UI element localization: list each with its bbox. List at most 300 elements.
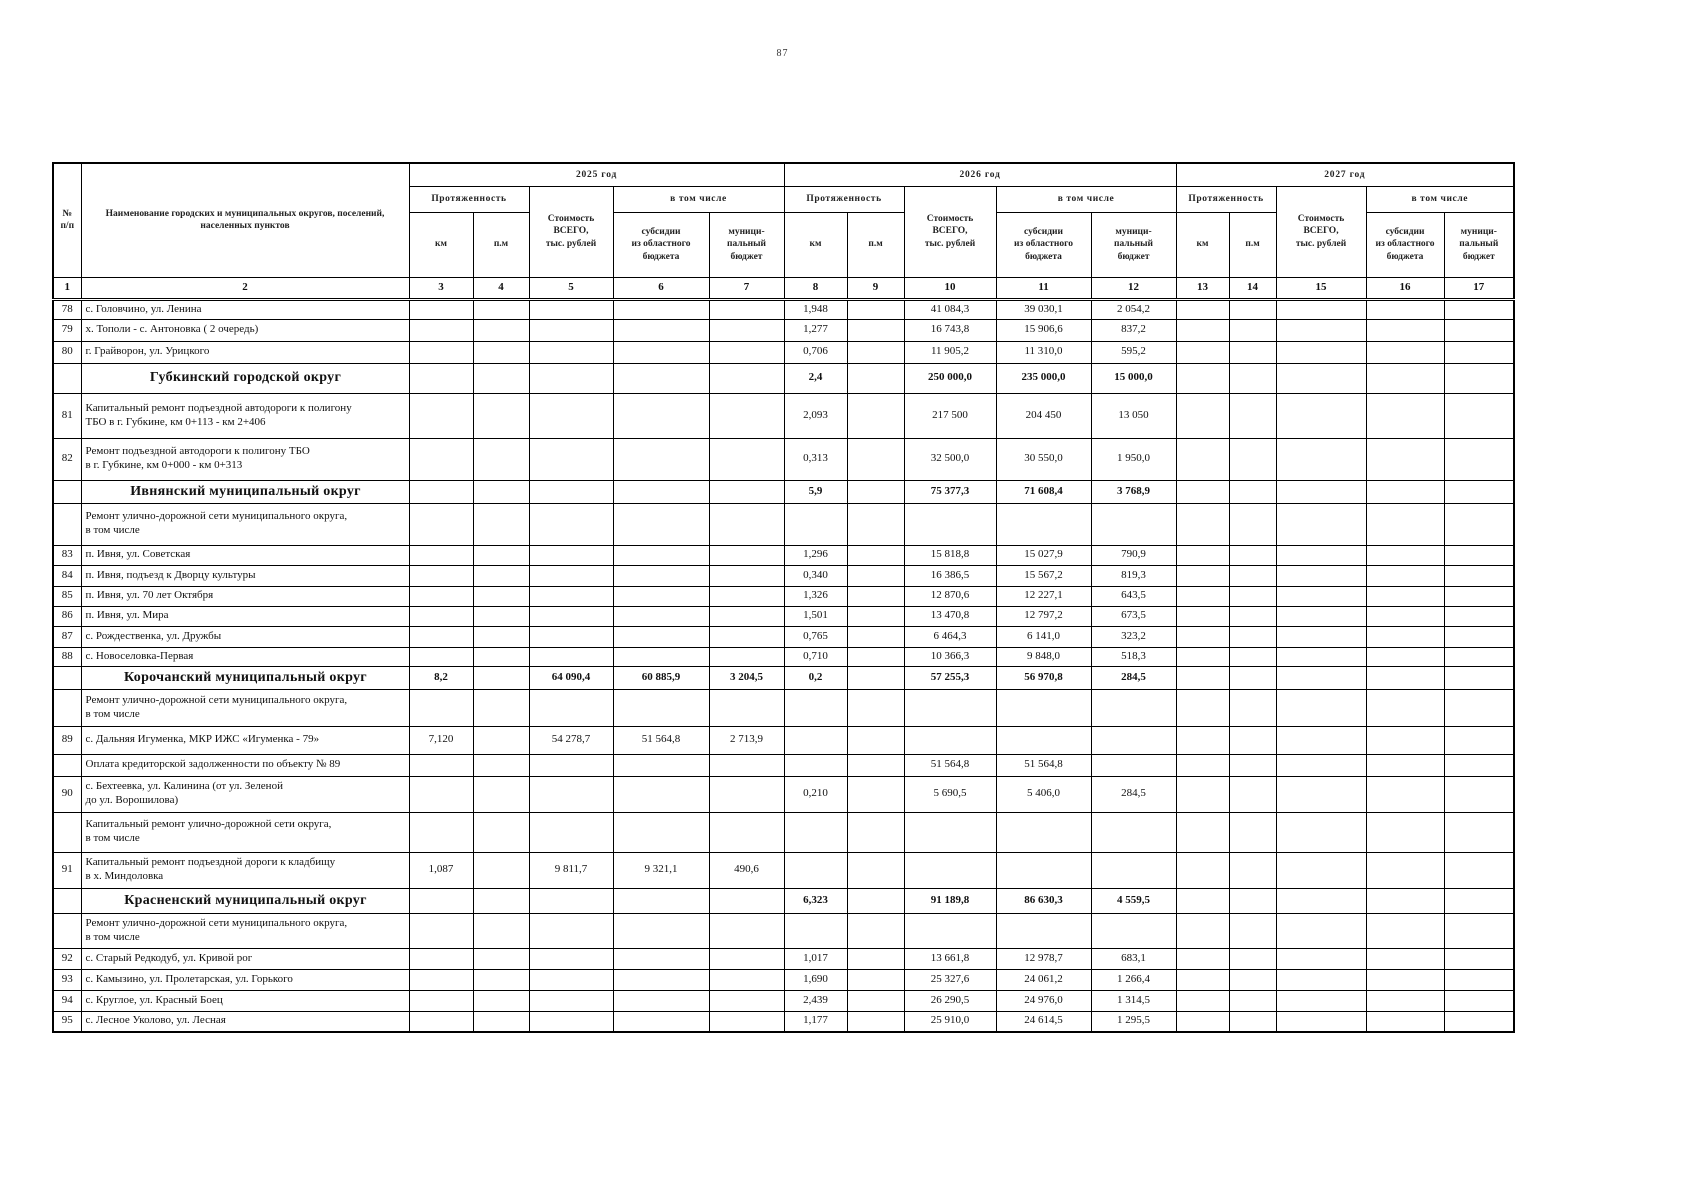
- cost-total-2025: [529, 647, 613, 666]
- subsection-row: [53, 503, 1514, 545]
- cost-total-2027: [1276, 812, 1366, 852]
- length-pm-2026: [847, 438, 904, 480]
- length-pm-2027: [1229, 586, 1276, 606]
- length-pm-2025: [473, 319, 529, 341]
- subsidy-regional-2027: [1366, 503, 1444, 545]
- subsidy-regional-2025: [613, 647, 709, 666]
- year-header-2025: 2025 год: [409, 163, 784, 186]
- cost-total-2025: [529, 990, 613, 1011]
- length-km-2027: [1176, 990, 1229, 1011]
- cost-total-2027: [1276, 726, 1366, 754]
- budget-municipal-2025: [709, 341, 784, 363]
- length-pm-2025: [473, 626, 529, 647]
- municipal-header-2027: муници- пальный бюджет: [1444, 212, 1514, 277]
- cost-total-2026: 11 905,2: [904, 341, 996, 363]
- cost-total-2025: 9 811,7: [529, 852, 613, 888]
- subsidy-regional-2025: [613, 545, 709, 565]
- subsidy-regional-2026: [996, 503, 1091, 545]
- settlement-name: п. Ивня, ул. Советская: [81, 545, 409, 565]
- subsection-row: [53, 913, 1514, 948]
- settlement-name: х. Тополи - с. Антоновка ( 2 очередь): [81, 319, 409, 341]
- budget-municipal-2026: 1 950,0: [1091, 438, 1176, 480]
- subsidy-regional-2025: [613, 990, 709, 1011]
- subsidy-regional-2026: 24 061,2: [996, 969, 1091, 990]
- length-pm-2026: [847, 888, 904, 913]
- column-number: 16: [1366, 277, 1444, 299]
- row-number: [53, 754, 81, 776]
- cost-total-2025: [529, 1011, 613, 1032]
- cost-total-2027: [1276, 969, 1366, 990]
- length-km-2026: [784, 754, 847, 776]
- length-km-2026: 0,706: [784, 341, 847, 363]
- settlement-name: Ремонт улично-дорожной сети муниципального округа, в том числе: [81, 689, 409, 726]
- budget-municipal-2026: [1091, 852, 1176, 888]
- budget-municipal-2026: [1091, 913, 1176, 948]
- length-pm-2025: [473, 726, 529, 754]
- subsidy-regional-2025: [613, 438, 709, 480]
- row-number: 89: [53, 726, 81, 754]
- budget-municipal-2025: [709, 606, 784, 626]
- settlement-name: Ивнянский муниципальный округ: [81, 480, 409, 503]
- length-km-2025: [409, 990, 473, 1011]
- length-pm-2027: [1229, 647, 1276, 666]
- budget-municipal-2026: 284,5: [1091, 776, 1176, 812]
- length-pm-2026: [847, 341, 904, 363]
- budget-municipal-2026: [1091, 812, 1176, 852]
- length-km-2027: [1176, 503, 1229, 545]
- budget-municipal-2025: [709, 626, 784, 647]
- year-header-2027: 2027 год: [1176, 163, 1514, 186]
- budget-municipal-2027: [1444, 319, 1514, 341]
- budget-municipal-2026: 673,5: [1091, 606, 1176, 626]
- subsidy-regional-2027: [1366, 606, 1444, 626]
- column-number: 17: [1444, 277, 1514, 299]
- budget-municipal-2025: [709, 438, 784, 480]
- length-pm-2026: [847, 299, 904, 319]
- cost-total-2025: [529, 586, 613, 606]
- settlement-name: с. Камызино, ул. Пролетарская, ул. Горького: [81, 969, 409, 990]
- cost-total-2025: [529, 626, 613, 647]
- budget-municipal-2025: [709, 480, 784, 503]
- length-km-2025: [409, 363, 473, 393]
- cost-total-2025: [529, 503, 613, 545]
- subsidy-regional-2027: [1366, 586, 1444, 606]
- budget-municipal-2026: 4 559,5: [1091, 888, 1176, 913]
- row-number: [53, 363, 81, 393]
- subsidy-regional-2027: [1366, 812, 1444, 852]
- length-pm-2025: [473, 776, 529, 812]
- length-km-2026: 0,340: [784, 565, 847, 586]
- settlement-name: с. Лесное Уколово, ул. Лесная: [81, 1011, 409, 1032]
- cost-total-2027: [1276, 626, 1366, 647]
- length-pm-2026: [847, 913, 904, 948]
- length-km-2026: 5,9: [784, 480, 847, 503]
- subsidy-regional-2026: 11 310,0: [996, 341, 1091, 363]
- cost-total-2027: [1276, 948, 1366, 969]
- length-pm-2026: [847, 319, 904, 341]
- subsidy-regional-2027: [1366, 666, 1444, 689]
- cost-total-2027: [1276, 1011, 1366, 1032]
- length-km-2025: [409, 689, 473, 726]
- subsidy-regional-2026: 235 000,0: [996, 363, 1091, 393]
- cost-total-2027: [1276, 438, 1366, 480]
- subsidy-regional-2025: 60 885,9: [613, 666, 709, 689]
- subsidy-regional-2025: [613, 969, 709, 990]
- subsidy-regional-2026: 86 630,3: [996, 888, 1091, 913]
- cost-total-2026: 250 000,0: [904, 363, 996, 393]
- cost-total-2027: [1276, 545, 1366, 565]
- cost-total-2026: 10 366,3: [904, 647, 996, 666]
- cost-total-2026: 5 690,5: [904, 776, 996, 812]
- municipal-header-2025: муници- пальный бюджет: [709, 212, 784, 277]
- row-number: 91: [53, 852, 81, 888]
- length-pm-2027: [1229, 1011, 1276, 1032]
- budget-municipal-2027: [1444, 689, 1514, 726]
- length-pm-2025: [473, 754, 529, 776]
- length-header-2025: Протяженность: [409, 186, 529, 212]
- budget-municipal-2025: [709, 990, 784, 1011]
- subsidy-regional-2027: [1366, 341, 1444, 363]
- table-row: [53, 606, 1514, 626]
- length-pm-2027: [1229, 948, 1276, 969]
- budget-municipal-2026: 819,3: [1091, 565, 1176, 586]
- table-row: [53, 299, 1514, 319]
- including-header-2026: в том числе: [996, 186, 1176, 212]
- column-number: 3: [409, 277, 473, 299]
- pm-header-2027: п.м: [1229, 212, 1276, 277]
- length-pm-2025: [473, 666, 529, 689]
- budget-municipal-2027: [1444, 852, 1514, 888]
- length-pm-2026: [847, 1011, 904, 1032]
- row-number: 95: [53, 1011, 81, 1032]
- cost-total-2025: 64 090,4: [529, 666, 613, 689]
- length-pm-2026: [847, 754, 904, 776]
- subsidy-regional-2027: [1366, 754, 1444, 776]
- cost-total-2026: 6 464,3: [904, 626, 996, 647]
- budget-municipal-2025: [709, 1011, 784, 1032]
- subsidy-regional-2027: [1366, 363, 1444, 393]
- municipal-header-2026: муници- пальный бюджет: [1091, 212, 1176, 277]
- length-pm-2025: [473, 647, 529, 666]
- cost-total-2025: [529, 969, 613, 990]
- cost-total-2026: [904, 726, 996, 754]
- cost-total-2025: [529, 812, 613, 852]
- cost-total-2027: [1276, 606, 1366, 626]
- length-km-2026: 1,501: [784, 606, 847, 626]
- district-row: [53, 480, 1514, 503]
- column-number: 4: [473, 277, 529, 299]
- length-pm-2026: [847, 726, 904, 754]
- length-km-2025: [409, 503, 473, 545]
- column-number: 8: [784, 277, 847, 299]
- budget-municipal-2027: [1444, 647, 1514, 666]
- budget-municipal-2027: [1444, 913, 1514, 948]
- length-pm-2027: [1229, 754, 1276, 776]
- row-number: 80: [53, 341, 81, 363]
- settlement-name: Капитальный ремонт улично-дорожной сети округа, в том числе: [81, 812, 409, 852]
- length-pm-2027: [1229, 888, 1276, 913]
- length-pm-2026: [847, 689, 904, 726]
- settlement-name: с. Рождественка, ул. Дружбы: [81, 626, 409, 647]
- subsidy-regional-2027: [1366, 299, 1444, 319]
- length-km-2027: [1176, 319, 1229, 341]
- subsidy-regional-2025: [613, 363, 709, 393]
- length-km-2025: [409, 812, 473, 852]
- cost-total-2027: [1276, 776, 1366, 812]
- budget-municipal-2027: [1444, 363, 1514, 393]
- cost-total-2025: [529, 438, 613, 480]
- subsidy-regional-2026: 12 978,7: [996, 948, 1091, 969]
- budget-municipal-2025: [709, 888, 784, 913]
- length-pm-2027: [1229, 689, 1276, 726]
- cost-total-2026: 13 661,8: [904, 948, 996, 969]
- length-pm-2025: [473, 565, 529, 586]
- budget-municipal-2026: [1091, 726, 1176, 754]
- budget-municipal-2027: [1444, 726, 1514, 754]
- table-row: [53, 726, 1514, 754]
- length-pm-2027: [1229, 812, 1276, 852]
- table-row: [53, 319, 1514, 341]
- subsidy-regional-2026: 39 030,1: [996, 299, 1091, 319]
- length-km-2027: [1176, 545, 1229, 565]
- subsidy-regional-2027: [1366, 852, 1444, 888]
- budget-municipal-2027: [1444, 1011, 1514, 1032]
- budget-municipal-2025: [709, 565, 784, 586]
- length-pm-2027: [1229, 913, 1276, 948]
- cost-total-2025: [529, 565, 613, 586]
- subsidy-regional-2025: [613, 480, 709, 503]
- budget-municipal-2025: [709, 363, 784, 393]
- cost-total-2026: 13 470,8: [904, 606, 996, 626]
- cost-total-2025: [529, 363, 613, 393]
- subsidy-regional-2025: [613, 626, 709, 647]
- length-km-2027: [1176, 565, 1229, 586]
- row-number: [53, 888, 81, 913]
- length-pm-2026: [847, 990, 904, 1011]
- length-km-2027: [1176, 393, 1229, 438]
- length-pm-2026: [847, 480, 904, 503]
- row-number: 81: [53, 393, 81, 438]
- subsidy-regional-2026: 24 976,0: [996, 990, 1091, 1011]
- length-km-2025: [409, 888, 473, 913]
- length-km-2026: 1,296: [784, 545, 847, 565]
- subsidy-regional-2026: 15 567,2: [996, 565, 1091, 586]
- column-number: 14: [1229, 277, 1276, 299]
- length-km-2026: 1,690: [784, 969, 847, 990]
- length-pm-2026: [847, 503, 904, 545]
- subsidy-regional-2025: [613, 586, 709, 606]
- length-km-2027: [1176, 438, 1229, 480]
- row-number: [53, 913, 81, 948]
- cost-header-2025: Стоимость ВСЕГО, тыс. рублей: [529, 186, 613, 277]
- budget-municipal-2027: [1444, 586, 1514, 606]
- cost-total-2026: 32 500,0: [904, 438, 996, 480]
- column-number-row: [53, 277, 1514, 299]
- row-number: 82: [53, 438, 81, 480]
- length-km-2026: 0,210: [784, 776, 847, 812]
- cost-total-2025: [529, 913, 613, 948]
- row-number: [53, 503, 81, 545]
- table-row: [53, 754, 1514, 776]
- subsidy-regional-2026: 6 141,0: [996, 626, 1091, 647]
- length-pm-2025: [473, 503, 529, 545]
- cost-total-2025: 54 278,7: [529, 726, 613, 754]
- subsidy-regional-2026: 15 027,9: [996, 545, 1091, 565]
- budget-municipal-2026: 3 768,9: [1091, 480, 1176, 503]
- settlement-name: Губкинский городской округ: [81, 363, 409, 393]
- subsidy-regional-2026: 5 406,0: [996, 776, 1091, 812]
- length-pm-2025: [473, 1011, 529, 1032]
- length-pm-2026: [847, 565, 904, 586]
- column-number: 9: [847, 277, 904, 299]
- settlement-name: Капитальный ремонт подъездной автодороги к полигону ТБО в г. Губкине, км 0+113 - км 2+406: [81, 393, 409, 438]
- cost-total-2027: [1276, 754, 1366, 776]
- length-km-2027: [1176, 647, 1229, 666]
- length-km-2025: [409, 969, 473, 990]
- length-pm-2026: [847, 606, 904, 626]
- subsidy-regional-2027: [1366, 438, 1444, 480]
- column-header-name: Наименование городских и муниципальных округов, поселений, населенных пунктов: [81, 163, 409, 277]
- row-number: 92: [53, 948, 81, 969]
- cost-total-2027: [1276, 393, 1366, 438]
- pm-header-2025: п.м: [473, 212, 529, 277]
- subsidy-regional-2026: [996, 689, 1091, 726]
- table-body: [53, 299, 1514, 1032]
- budget-municipal-2027: [1444, 565, 1514, 586]
- table-row: [53, 969, 1514, 990]
- length-km-2027: [1176, 606, 1229, 626]
- budget-municipal-2027: [1444, 776, 1514, 812]
- length-km-2027: [1176, 586, 1229, 606]
- length-pm-2027: [1229, 319, 1276, 341]
- length-km-2027: [1176, 299, 1229, 319]
- table-row: [53, 565, 1514, 586]
- subsidy-regional-2025: [613, 319, 709, 341]
- budget-municipal-2027: [1444, 438, 1514, 480]
- length-km-2026: [784, 726, 847, 754]
- length-km-2026: 0,2: [784, 666, 847, 689]
- cost-total-2025: [529, 754, 613, 776]
- length-km-2027: [1176, 776, 1229, 812]
- budget-municipal-2026: 518,3: [1091, 647, 1176, 666]
- row-number: [53, 480, 81, 503]
- subsidy-regional-2026: 9 848,0: [996, 647, 1091, 666]
- length-km-2027: [1176, 626, 1229, 647]
- cost-total-2026: 16 743,8: [904, 319, 996, 341]
- including-header-2027: в том числе: [1366, 186, 1514, 212]
- length-pm-2027: [1229, 503, 1276, 545]
- subsidy-regional-2026: 51 564,8: [996, 754, 1091, 776]
- settlement-name: с. Круглое, ул. Красный Боец: [81, 990, 409, 1011]
- subsidy-regional-2027: [1366, 480, 1444, 503]
- settlement-name: п. Ивня, подъезд к Дворцу культуры: [81, 565, 409, 586]
- length-km-2025: 1,087: [409, 852, 473, 888]
- length-km-2026: [784, 503, 847, 545]
- length-pm-2026: [847, 948, 904, 969]
- budget-municipal-2026: 1 314,5: [1091, 990, 1176, 1011]
- cost-total-2026: 41 084,3: [904, 299, 996, 319]
- table-row: [53, 990, 1514, 1011]
- subsidy-regional-2026: 12 797,2: [996, 606, 1091, 626]
- length-km-2026: 1,277: [784, 319, 847, 341]
- settlement-name: Ремонт подъездной автодороги к полигону ТБО в г. Губкине, км 0+000 - км 0+313: [81, 438, 409, 480]
- length-pm-2025: [473, 341, 529, 363]
- budget-municipal-2025: [709, 776, 784, 812]
- subsidy-regional-2026: 12 227,1: [996, 586, 1091, 606]
- cost-total-2027: [1276, 503, 1366, 545]
- subsidy-regional-2027: [1366, 319, 1444, 341]
- pm-header-2026: п.м: [847, 212, 904, 277]
- length-pm-2027: [1229, 438, 1276, 480]
- subsidy-regional-2027: [1366, 726, 1444, 754]
- cost-total-2026: 12 870,6: [904, 586, 996, 606]
- length-pm-2027: [1229, 393, 1276, 438]
- settlement-name: Оплата кредиторской задолженности по объекту № 89: [81, 754, 409, 776]
- subsidy-regional-2026: 56 970,8: [996, 666, 1091, 689]
- cost-total-2025: [529, 545, 613, 565]
- length-km-2026: [784, 913, 847, 948]
- budget-municipal-2025: [709, 689, 784, 726]
- page-number: 87: [776, 48, 789, 59]
- length-km-2027: [1176, 948, 1229, 969]
- subsidy-regional-2027: [1366, 626, 1444, 647]
- district-row: [53, 666, 1514, 689]
- cost-total-2025: [529, 948, 613, 969]
- subsidy-regional-2027: [1366, 948, 1444, 969]
- cost-total-2026: [904, 812, 996, 852]
- length-km-2025: [409, 299, 473, 319]
- row-number: 88: [53, 647, 81, 666]
- row-number: [53, 666, 81, 689]
- km-header-2026: км: [784, 212, 847, 277]
- subsidy-regional-2025: [613, 393, 709, 438]
- cost-total-2027: [1276, 913, 1366, 948]
- column-number: 10: [904, 277, 996, 299]
- length-pm-2027: [1229, 545, 1276, 565]
- column-header-number: № п/п: [53, 163, 81, 277]
- length-km-2025: [409, 319, 473, 341]
- length-km-2027: [1176, 341, 1229, 363]
- budget-municipal-2026: [1091, 503, 1176, 545]
- including-header-2025: в том числе: [613, 186, 784, 212]
- km-header-2025: км: [409, 212, 473, 277]
- row-number: [53, 812, 81, 852]
- subsidy-regional-2027: [1366, 776, 1444, 812]
- subsidy-regional-2026: 24 614,5: [996, 1011, 1091, 1032]
- budget-municipal-2027: [1444, 545, 1514, 565]
- budget-municipal-2027: [1444, 503, 1514, 545]
- length-pm-2025: [473, 606, 529, 626]
- cost-total-2026: 217 500: [904, 393, 996, 438]
- length-km-2026: 0,765: [784, 626, 847, 647]
- length-km-2026: 0,313: [784, 438, 847, 480]
- length-pm-2025: [473, 393, 529, 438]
- budget-municipal-2026: 1 295,5: [1091, 1011, 1176, 1032]
- budget-municipal-2025: [709, 393, 784, 438]
- budget-municipal-2026: [1091, 754, 1176, 776]
- budget-municipal-2026: 323,2: [1091, 626, 1176, 647]
- length-pm-2025: [473, 948, 529, 969]
- budget-municipal-2026: 1 266,4: [1091, 969, 1176, 990]
- settlement-name: п. Ивня, ул. 70 лет Октября: [81, 586, 409, 606]
- year-header-2026: 2026 год: [784, 163, 1176, 186]
- length-pm-2025: [473, 689, 529, 726]
- budget-municipal-2025: [709, 913, 784, 948]
- settlement-name: Ремонт улично-дорожной сети муниципального округа, в том числе: [81, 503, 409, 545]
- table-row: [53, 647, 1514, 666]
- cost-total-2026: 26 290,5: [904, 990, 996, 1011]
- length-pm-2027: [1229, 565, 1276, 586]
